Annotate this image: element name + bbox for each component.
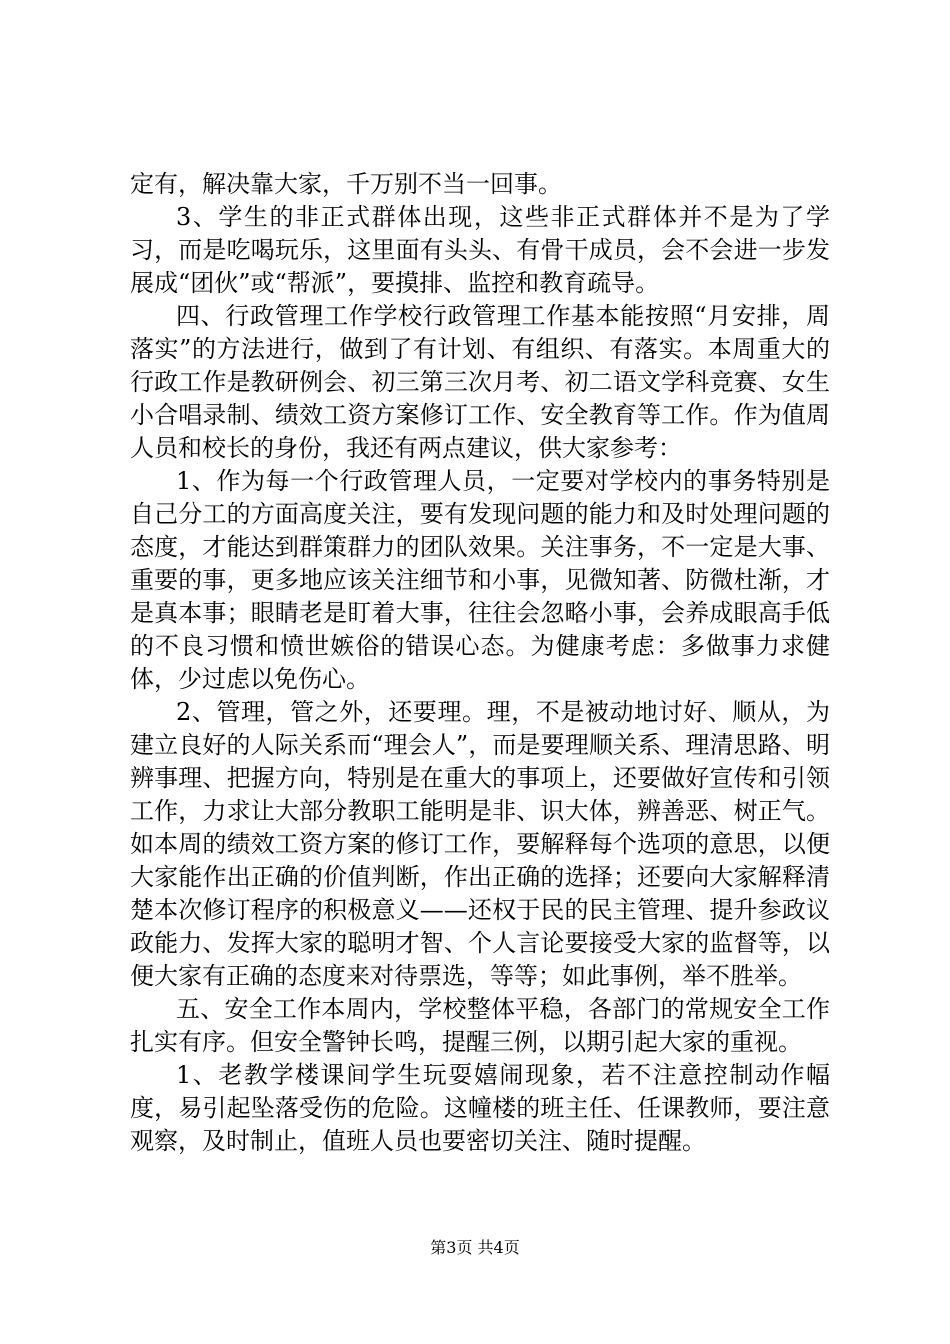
paragraph: 定有，解决靠大家，千万别不当一回事。	[130, 170, 562, 198]
paragraph: 四、行政管理工作学校行政管理工作基本能按照“月安排，周落实”的方法进行，做到了有计划、有组织、有落实。本周重大的行政工作是教研例会、初三第三次月考、初二语文学科竞赛、女生小合唱录制、绩效工资方案修订工作、安全教育等工作。作为值周人员和校长的身份，我还有两点建议，供大家参考：	[130, 302, 830, 462]
paragraph: 2、管理，管之外，还要理。理，不是被动地讨好、顺从，为建立良好的人际关系而“理会人”，而是要理顺关系、理清思路、明辨事理、把握方向，特别是在重大的事项上，还要做好宣传和引领工作，力求让大部分教职工能明是非、识大体，辨善恶、树正气。如本周的绩效工资方案的修订工作，要解释每个选项的意思，以便大家能作出正确的价值判断，作出正确的选择；还要向大家解释清楚本次修订程序的积极意义——还权于民的民主管理、提升参政议政能力、发挥大家的聪明才智、个人言论要接受大家的监督等，以便大家有正确的态度来对待票选，等等；如此事例，举不胜举。	[130, 698, 830, 990]
document-body	[130, 168, 830, 1158]
paragraph: 五、安全工作本周内，学校整体平稳，各部门的常规安全工作扎实有序。但安全警钟长鸣，提醒三例，以期引起大家的重视。	[130, 995, 830, 1056]
paragraph: 1、作为每一个行政管理人员，一定要对学校内的事务特别是自己分工的方面高度关注，要有发现问题的能力和及时处理问题的态度，才能达到群策群力的团队效果。关注事务，不一定是大事、重要的事，更多地应该关注细节和小事，见微知著、防微杜渐，才是真本事；眼睛老是盯着大事，往往会忽略小事，会养成眼高手低的不良习惯和愤世嫉俗的错误心态。为健康考虑：多做事力求健体，少过虑以免伤心。	[130, 467, 830, 693]
paragraph: 3、学生的非正式群体出现，这些非正式群体并不是为了学习，而是吃喝玩乐，这里面有头头、有骨干成员，会不会进一步发展成“团伙”或“帮派”，要摸排、监控和教育疏导。	[130, 203, 830, 297]
page-number-footer: 第3页 共4页	[430, 1238, 520, 1257]
paragraph: 1、老教学楼课间学生玩耍嬉闹现象，若不注意控制动作幅度，易引起坠落受伤的危险。这幢楼的班主任、任课教师，要注意观察，及时制止，值班人员也要密切关注、随时提醒。	[130, 1061, 830, 1155]
